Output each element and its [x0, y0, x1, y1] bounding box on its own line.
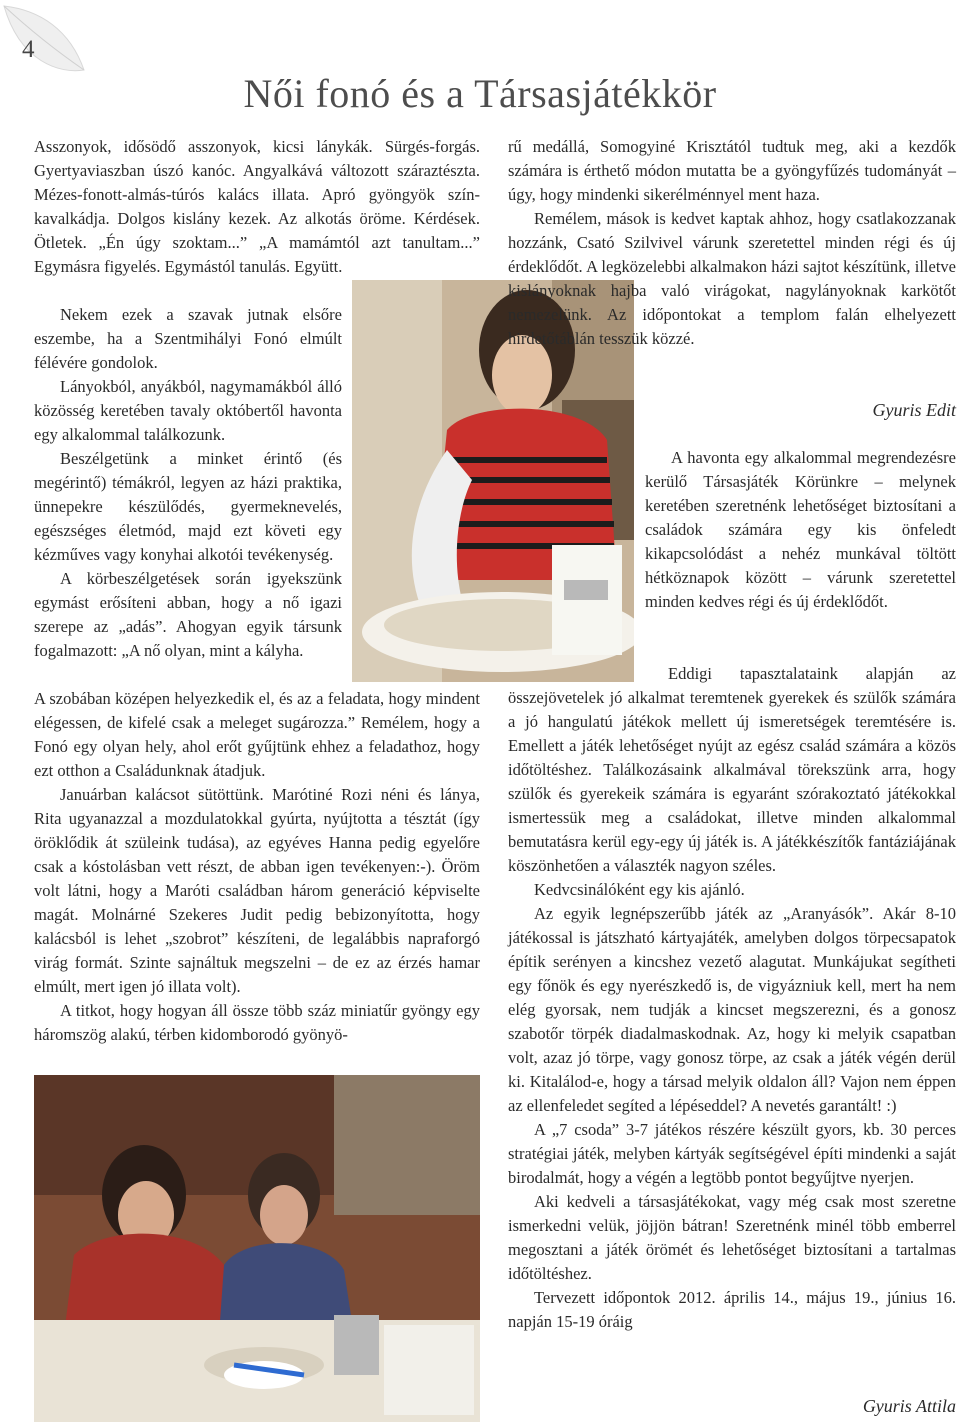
paragraph: A körbeszélgetések során igyekszünk egymást erősíteni abban, hogy a nő igazi szerepe az „adás”. Ahogyan egyik társunk fogalmazott: „A nő olyan, mint a kályha. — [34, 569, 342, 660]
paragraph: Nekem ezek a szavak jutnak elsőre eszembe, ha a Szentmihályi Fonó elmúlt félévére gondolok. — [34, 305, 342, 372]
paragraph: Tervezett időpontok 2012. április 14., május 19., június 16. napján 15-19 óráig — [508, 1288, 956, 1331]
paragraph: A havonta egy alkalommal megrendezésre kerülő Társasjáték Körünkre – melynek keretében szeretnénk lehetőséget biztosítani a családok számára egy kis önfeledt kikapcsolódást a nehéz munkával töltött hétköznapok között – várunk szeretettel minden kedves régi és új érdeklődőt. — [645, 448, 956, 611]
paragraph: Januárban kalácsot sütöttünk. Marótiné Rozi néni és lánya, Rita ugyanazzal a mozdulatokkal gyúrta, nyújtotta a tésztát (így öröklődik át szüleink tudása), az egyéves Hanna pedig egyelőre csak a kóstolásban vett részt, de abban igen tevékenyen:-). Öröm volt látni, hogy a Maróti családban három generáció képviselte magát. Molnárné Szekeres Judit pedig bebizonyította, hogy kalácsból is lehet „szobrot” készíteni, de legalábbis napraforgó virág formát. Szinte sajnáltuk megszelni – de ez az érzés hamar elmúlt, mert igen jó illata volt). — [34, 785, 480, 996]
right-column-narrow — [645, 446, 956, 614]
paragraph: Lányokból, anyákból, nagymamákból álló közösség keretében tavaly októbertől havonta egy alkalommal találkozunk. — [34, 377, 342, 444]
intro-paragraph: Asszonyok, idősödő asszonyok, kicsi lánykák. Sürgés-forgás. Gyertyaviaszban úszó kanóc. Angyalkává változott száraztészta. Mézes-fonott-almás-túrós kalács illata. Apró gyöngyök szín-kavalkádja. Dolgos kislány kezek. Az alkotás öröme. Kérdések. Ötletek. „Én úgy szoktam...” „A mamámtól azt tanultam...” Egymásra figyelés. Egymástól tanulás. Együtt. — [34, 137, 480, 276]
paragraph: Remélem, mások is kedvet kaptak ahhoz, hogy csatlakozzanak hozzánk, Csató Szilvivel várunk szeretettel minden régi és új érdeklődőt. A legközelebbi alkalmakon házi sajtot készítünk, illetve kislányoknak hajba való virágokat, nagylányoknak karkötőt nemezelünk. Az időpontokat a templom falán elhelyezett hirdetőtáblán tesszük közzé. — [508, 209, 956, 348]
right-column-upper — [508, 207, 956, 351]
paragraph: rű medállá, Somogyiné Krisztától tudtuk meg, aki a kezdők számára is érthető módon mutatta be a gyöngyfűzés tudományát – úgy, hogy mindenki sikerélménnyel ment haza. — [508, 137, 956, 204]
paragraph: Eddigi tapasztalataink alapján az összejövetelek jó alkalmat teremtenek gyerekek és szülők számára a jó hangulatú játékok mellett új ismeretségek teremtésére is. Emellett a játék lehetőséget nyújt az egész család számára a közös időtöltéshez. Találkozásaink alkalmával törekszünk arra, hogy szülők és gyerekeik számára is egyaránt szórakoztató játékokkal ismertessük meg a családokat, illetve minden alkalommal bemutatásra kerül egy-egy új játék is. A játékkészítők fantáziájának köszönhetően a választék nagyon széles. — [508, 664, 956, 875]
author-signature: Gyuris Attila — [862, 1396, 956, 1416]
left-column-top — [34, 135, 480, 279]
paragraph: Az egyik legnépszerűbb játék az „Aranyásók”. Akár 8-10 játékossal is játszható kártyajáték, amelyben dolgos törpecsapatok építik serényen a kincshez vezető alagutat. Munkájukat segítheti egy főnök és egy nyerészkedő is, de vigyázniuk kell, mert ha nem elég gyorsak, nem tudják a kincset megszerezni, és a gonosz szabotőr törpék diadalmaskodnak. Az, hogy ki melyik csapatban volt, azaz jó törpe, vagy gonosz törpe, az csak a játék végén derül ki. Kitalálod-e, hogy a társad melyik oldalon áll? Vajon nem éppen az ellenfeledet segíted a lépéseddel? A nevetés garantált! :) — [508, 904, 956, 1115]
signature-edit — [640, 398, 956, 423]
photo-beading-table — [34, 1075, 480, 1422]
paragraph: Kedvcsinálóként egy kis ajánló. — [534, 880, 745, 899]
right-column-top — [508, 135, 956, 207]
paragraph: Aki kedveli a társasjátékokat, vagy még csak most szeretne ismerkedni velük, jöjjön bátran! Szeretnénk minél több emberrel megosztani a játék örömét és lehetőséget biztosítani a tartalmas időtöltéshez. — [508, 1192, 956, 1283]
left-column-narrow — [34, 303, 342, 663]
paragraph: A szobában középen helyezkedik el, és az a feladata, hogy mindent elégessen, de kifelé csak a meleget sugározza.” Remélem, hogy a Fonó egy olyan hely, ahol erőt gyűjtünk ehhez a feladathoz, hogy ezt otthon a Családunknak átadjuk. — [34, 689, 480, 780]
author-signature: Gyuris Edit — [872, 400, 956, 420]
paragraph: Beszélgetünk a minket érintő (és megérintő) témákról, legyen az házi praktika, ünnepekre készülődés, gyermeknevelés, egészséges életmód, majd ezt követi egy kézműves vagy konyhai alkotói tevékenység. — [34, 449, 342, 564]
right-column-lower — [508, 662, 956, 1334]
paragraph: A titkot, hogy hogyan áll össze több száz miniatűr gyöngy egy háromszög alakú, térben kidomborodó gyönyö- — [34, 1001, 480, 1044]
left-column-bottom — [34, 687, 480, 1047]
signature-attila — [640, 1396, 956, 1417]
page-number: 4 — [22, 36, 35, 63]
paragraph: A „7 csoda” 3-7 játékos részére készült gyors, kb. 30 perces stratégiai játék, melyben kártyák segítségével építi mindenki a saját birodalmát, hogy a végén a legtöbb pontot begyűjtve nyerjen. — [508, 1120, 956, 1187]
page-title: Női fonó és a Társasjátékkör — [243, 71, 717, 116]
